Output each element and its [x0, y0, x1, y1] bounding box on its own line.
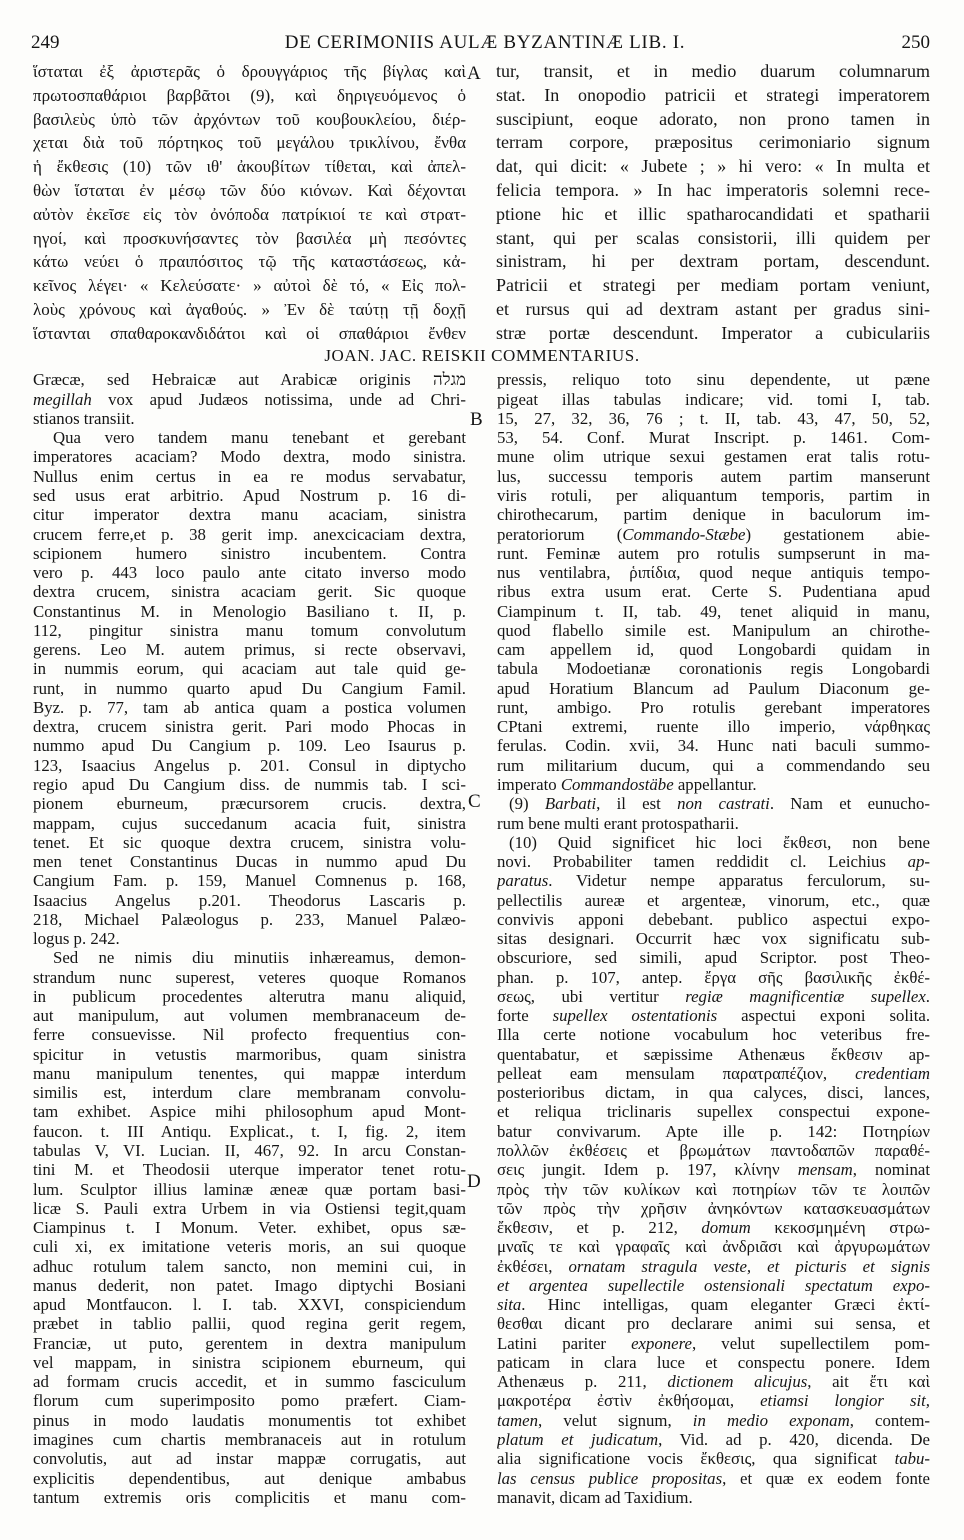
- italic-run: etiamsi longior sit,: [760, 1391, 930, 1411]
- text-line: [497, 1469, 930, 1488]
- text-line: strandum nunc superest, veteres quoque Romanos: [33, 967, 466, 987]
- text-line: πρὸς τὴν τῶν κυλίκων καὶ ποτηρίων τῶν τε λοιπῶν: [497, 1179, 930, 1199]
- text-line: Cangium Fam. p. 159, Manuel Comnenus p. 168,: [33, 871, 466, 891]
- text-line: ἵσταται ἐξ ἀριστερᾶς ὁ δρουγγάριος τῆς βίγλας καὶ: [33, 62, 466, 81]
- text-line: [497, 1006, 930, 1025]
- italic-run: domum: [701, 1218, 751, 1238]
- text-line: Illa certe notione vocabulum hoc veteribus fre-: [497, 1025, 930, 1045]
- page-number-right: 250: [901, 32, 930, 53]
- text-line: [497, 1411, 930, 1430]
- text-line: 123, Isaacius Angelus p. 201. Consul in diptycho: [33, 755, 466, 775]
- text-line: Ciampinus t. I Monum. Veter. exhibet, opus sæ-: [33, 1218, 466, 1238]
- text-line: logus p. 242.: [33, 929, 120, 949]
- text-line: in publicum procedentes alterutra manu aliquid,: [33, 986, 466, 1006]
- italic-run: tabu-: [894, 1449, 930, 1469]
- text-run: . Hinc intelligas, quam eleganter Græci ἐκτί-: [521, 1295, 930, 1315]
- text-line: cam appellem id, quod Longobardi quidam in: [497, 640, 930, 660]
- text-line: Patricii et strategi per mediam portam veniunt,: [496, 275, 930, 296]
- text-line: aut manipulum, aut volumen membranaceum de-: [33, 1006, 466, 1026]
- text-line: faucon. t. III Antiqu. Explicat., t. I, fig. 2, item: [33, 1121, 466, 1141]
- text-line: licæ S. Pauli extra Urbem in via Ostiensi tegit,quam: [33, 1198, 466, 1218]
- text-line: suscipiunt, eoque adorato, non prono tamen in: [496, 108, 930, 129]
- text-line: Sed ne nimis diu minutiis inhæreamus, demon-: [53, 948, 466, 968]
- text-line: apud Montfaucon. l. I. tab. XXVI, conspiciendum: [33, 1295, 466, 1315]
- text-line: Græcæ, sed Hebraicæ aut Arabicæ originis מגלה: [33, 370, 466, 390]
- italic-run: tamen: [497, 1410, 539, 1430]
- text-line: stant, qui per scalas consistorii, illi quidem per: [496, 227, 930, 248]
- text-line: apud Horatium Blancum ad Paulum Diaconum ge-: [497, 678, 930, 698]
- text-line: χεται διὰ τοῦ πόρτηκος τοῦ μεγάλου τρικλίνου, ἔνθα: [33, 133, 466, 153]
- commentary-right-column: [497, 370, 930, 1507]
- text-run: , nominat: [852, 1160, 930, 1180]
- text-run: σεως, ubi vertitur: [497, 986, 686, 1006]
- text-run: ἔκθεσιν, et p. 212,: [497, 1218, 702, 1238]
- text-line: Qua vero tandem manu tenebant et gerebant: [53, 428, 466, 448]
- text-run: vox apud Judæos notissima, unde ad Chri-: [91, 389, 466, 409]
- text-run: imperato: [497, 774, 561, 794]
- text-line: ferulas. Codin. xvii, 34. Hunc nati baculi summo-: [497, 736, 930, 756]
- text-line: ad formam crucis accedit, et in summo fasciculum: [33, 1372, 466, 1392]
- italic-run: Commandostäbe: [560, 774, 674, 794]
- text-line: [497, 852, 930, 871]
- text-run: σεις jungit. Idem p. 197, κλίνην: [497, 1160, 798, 1180]
- text-line: phan. p. 107, antep. ἔργα σῆς βασιλικῆς ἐκθέ-: [497, 967, 930, 987]
- text-line: lus, successu temporis autem partim manserunt: [497, 466, 930, 486]
- text-run: , velut signum,: [538, 1410, 693, 1430]
- text-line: [497, 1391, 930, 1410]
- commentary-left-column: [33, 370, 466, 1507]
- text-run: , contem-: [849, 1410, 930, 1430]
- italic-run: ap-: [907, 852, 930, 872]
- text-line: [497, 1334, 930, 1353]
- text-line: runt, ambigo. Pro rotulis gerebant imperatores: [497, 697, 930, 717]
- page-number-left: 249: [31, 32, 60, 53]
- italic-run: platum et judicatum: [497, 1430, 659, 1449]
- greek-text-column: [33, 60, 466, 346]
- text-line: explicitis dependentibus, aut denique ambabus: [33, 1468, 466, 1488]
- text-line: [497, 1430, 930, 1449]
- text-line: Franciæ, ut puto, gerentem in dextra manipulum: [33, 1333, 466, 1353]
- text-line: 112, pingitur sinistra manu tomum convolutum: [33, 620, 466, 640]
- text-run: .: [925, 986, 930, 1006]
- text-line: tabula Modoetianæ coronationis regis Longobardi: [497, 659, 930, 679]
- text-line: κάτω νεύει ὁ πραιπόσιτος τῷ τῆς καταστάσεως, κἀ-: [33, 252, 466, 272]
- text-line: [497, 794, 930, 813]
- text-run: , velut supellectilem pom-: [691, 1333, 930, 1353]
- text-run: , ait ἔτι καὶ: [807, 1372, 930, 1392]
- text-line: ptione hic et illic spatharocandidati et spatharii: [496, 203, 930, 224]
- italic-run: in medio exponam: [692, 1410, 850, 1430]
- text-line: nummo apud Du Cangium p. 109. Leo Isaurus p.: [33, 736, 466, 756]
- text-line: dat, qui dicit: « Jubete ; » hi vero: « In multa et: [496, 156, 930, 177]
- text-line: [497, 1276, 930, 1295]
- text-line: [497, 1372, 930, 1391]
- text-line: et reliqua triclinaris supellex conspectui expone-: [497, 1102, 930, 1122]
- text-line: men tenet Constantinus Ducas in nummo apud Du: [33, 852, 466, 872]
- commentary-heading: JOAN. JAC. REISKII COMMENTARIUS.: [324, 346, 640, 365]
- text-line: posterioribus dictam, in qua calyces, disci, lances,: [497, 1083, 930, 1103]
- text-run: , Vid. ad p. 420, dicenda. De: [658, 1430, 930, 1449]
- italic-run: ornatam stragula veste, et picturis et signis: [568, 1256, 930, 1276]
- italic-run: megillah: [33, 389, 92, 409]
- text-line: 15, 27, 32, 36, 76 ; t. II, tab. 43, 47, 50, 52,: [497, 408, 930, 428]
- text-line: [497, 1160, 930, 1179]
- text-line: manu manipulum tenentes, qui mappæ interdum: [33, 1063, 466, 1083]
- italic-run: Commando-Stæbe: [622, 524, 746, 544]
- text-line: τῶν πρὸς τὴν χρῆσιν ἀνηκόντων κατασκευασμάτων: [497, 1198, 930, 1218]
- text-line: mappam, cujus succedanum acacia fuit, sinistra: [33, 813, 466, 833]
- text-run: . Nam et eunucho-: [769, 794, 930, 814]
- text-line: κεῖνος λέγει· « Κελεύσατε· » αὐτοὶ δὲ τό, « Εἰς πολ-: [33, 276, 466, 296]
- text-line: θεσθαι dicant pro declarare animi sui sensa, et: [497, 1314, 930, 1334]
- text-line: dextra, crucem sinistra gerit. Pari modo Phocas in: [33, 717, 466, 737]
- text-line: vel mappam, in sinistra scipionem eburneum, qui: [33, 1352, 466, 1372]
- text-line: [497, 1064, 930, 1083]
- text-line: sitas designari. Occurrit hæc vox significatu sub-: [497, 929, 930, 949]
- text-line: similis est, interdum clare membranam convolu-: [33, 1083, 466, 1103]
- text-line: [497, 1449, 930, 1468]
- text-line: tantum extremis oris complicitis et manu com-: [33, 1487, 466, 1507]
- italic-run: non castrati: [677, 794, 770, 814]
- text-run: Athenæus p. 211,: [497, 1372, 668, 1392]
- text-line: [497, 871, 930, 890]
- text-line: tini M. et Theodosii uterque imperator tenet rotu-: [33, 1160, 466, 1180]
- text-line: Isaacius Angelus p.201. Theodorus Lascaris p.: [33, 890, 466, 910]
- text-line: regio apud Du Cangium diss. de nummis tab. I sci-: [33, 774, 466, 794]
- text-line: Nullus enim certus in ea re modus servabatur,: [33, 466, 466, 486]
- text-line: CPtani extremi, ruente illo imperio, νάρθηκας: [497, 717, 930, 737]
- text-run: μακροτέρα ἐστὶν ἐκθήσομαι,: [497, 1391, 761, 1411]
- running-title: DE CERIMONIIS AULÆ BYZANTINÆ LIB. I.: [284, 32, 686, 53]
- italic-run: paratus: [497, 871, 549, 891]
- text-line: chirothecarum, partim denique in baculorum im-: [497, 505, 930, 525]
- text-line: sinistram, hi per dextram portam, descendunt.: [496, 251, 930, 272]
- text-line: terram corpore, præpositus cerimoniario signum: [496, 132, 930, 153]
- text-line: florum cum superimposito pomo præfert. Ciam-: [33, 1391, 466, 1411]
- italic-run: supellex ostentationis: [552, 1006, 718, 1026]
- text-line: imagines cum chartis membranaceis aut in rotulum: [33, 1430, 466, 1449]
- text-line: βασιλεὺς ὑπὸ τῶν ἀρχόντων τοῦ κουβουκλείου, διέρ-: [33, 109, 466, 129]
- italic-run: regiæ magnificentiæ supellex: [685, 986, 926, 1006]
- text-line: [33, 390, 466, 409]
- text-line: manus dederit, non patet. Imago diptychi Bosiani: [33, 1275, 466, 1295]
- text-line: stat. In onopodio patricii et strategi imperatorem: [496, 84, 930, 105]
- text-line: ἡ ἔκθεσις (10) τῶν ιθ' ἀκουβίτων τίθεται, καὶ ἀπελ-: [33, 157, 466, 177]
- text-line: Byz. p. 77, tam ab antica quam a postica volumen: [33, 697, 466, 717]
- text-line: runt. Feminæ autem pro rotulis sumpserunt in ma-: [497, 543, 930, 563]
- text-run: appellantur.: [673, 774, 757, 794]
- text-line: rum bene multi erant protospatharii.: [497, 813, 739, 833]
- text-line: Constantinus M. in Menologio Basiliano t. II, p.: [33, 601, 466, 621]
- text-line: culi xi, ex imitatione veteris moris, an sui quoque: [33, 1237, 466, 1257]
- margin-letter-a: A: [467, 63, 481, 84]
- text-line: [497, 1257, 930, 1276]
- text-line: 53, 54. Conf. Murat Inscript. p. 1461. Com-: [497, 428, 930, 448]
- text-line: imperatores acaciam? Modo dextra, modo sinistra.: [33, 447, 466, 467]
- text-line: quod flabello simile est. Manipulum an chirothe-: [497, 620, 930, 640]
- text-line: sed usus erat arbitrio. Apud Nostrum p. 16 di-: [33, 485, 466, 505]
- text-line: convolutis, aut ad instar mappæ corrugatis, aut: [33, 1449, 466, 1469]
- text-line: πρωτοσπαθάριοι βαρβᾶτοι (9), καὶ δηριγευόμενος ὁ: [33, 85, 466, 105]
- text-line: gerens. Leo M. autem primus, si recte observavi,: [33, 640, 466, 660]
- text-line: quentabatur, et sæpissime Athenæus ἔκθεσιν ap-: [497, 1044, 930, 1064]
- text-line: pressis, reliquo toto sinu dependente, ut pæne: [497, 370, 930, 390]
- text-line: convivis apponi debebant. publico aspectui expo-: [497, 909, 930, 929]
- text-line: μναῖς τε καὶ γραφαῖς καὶ ἀνδριᾶσι καὶ ἀργυρωμάτων: [497, 1237, 930, 1257]
- italic-run: dictionem alicujus: [667, 1372, 808, 1392]
- text-line: [497, 525, 930, 544]
- text-line: batur convivarum. Apte ille p. 142: Ποτηρίων: [497, 1121, 930, 1141]
- text-line: tam exhibet. Aspice mihi philosophum apud Mont-: [33, 1102, 466, 1122]
- text-line: runt, in nummo quarto apud Du Cangium Famil.: [33, 678, 466, 698]
- text-run: , et quæ ex eodem fonte: [722, 1468, 930, 1488]
- text-line: pionem eburneum, præcursorem crucis. dextra,: [33, 794, 466, 814]
- text-line: [497, 1218, 930, 1237]
- text-run: κεκοσμημένη στρω-: [750, 1218, 930, 1238]
- text-line: scipionem humero sinistro incubentem. Contra: [33, 543, 466, 563]
- text-line: ferre consuevisse. Nil profecto frequentius con-: [33, 1025, 466, 1045]
- text-line: pinus in modo laudatis monumentis tot exhibet: [33, 1410, 466, 1430]
- text-line: spicitur in vetustis marmoribus, quam sinistra: [33, 1044, 466, 1064]
- text-line: 218, Michael Palæologus p. 233, Manuel Palæo-: [33, 909, 466, 929]
- margin-letter-c: C: [468, 791, 481, 812]
- text-line: pellectilis aureæ et argenteæ, vinorum, etc., quæ: [497, 890, 930, 910]
- text-line: lum. Sculptor illius laminæ æneæ quæ portam basi-: [33, 1179, 466, 1199]
- text-run: forte: [497, 1006, 553, 1026]
- text-line: tenet. Et sic quoque dextra crucem, sinistra volu-: [33, 832, 466, 852]
- text-line: paticam in clara luce et conspectu ponere. Idem: [497, 1352, 930, 1372]
- text-run: . Videtur nempe apparatus ferculorum, su-: [548, 871, 930, 891]
- italic-run: et argentea supellectile ostensionali spectatum expo-: [497, 1275, 930, 1295]
- margin-letter-d: D: [467, 1171, 481, 1192]
- text-line: vero p. 443 loco paulo ante citato inverso modo: [33, 563, 466, 583]
- text-line: obscuriore, sed simili, apud Scriptor. post Theo-: [497, 948, 930, 968]
- text-line: dextra crucem, sinistra acaciam gerit. Sic quoque: [33, 582, 466, 602]
- text-line: tur, transit, et in medio duarum columnarum: [496, 61, 930, 81]
- italic-run: credentiam: [855, 1063, 930, 1083]
- text-line: Ciampinum t. II, tab. 49, tenet aliquid in manu,: [497, 601, 930, 621]
- latin-translation-column: [496, 60, 930, 346]
- text-line: θὼν ἵσταται ἐν μέσῳ τῶν δύο κιόνων. Καὶ δέχονται: [33, 180, 466, 200]
- text-line: crucem ferre,et p. 38 gerit imp. anexcicaciam dextra,: [33, 524, 466, 544]
- text-line: manavit, dicam ad Taxidium.: [497, 1487, 693, 1507]
- text-line: præbet in tablio pallii, quod regina gerit regem,: [33, 1314, 466, 1334]
- text-line: mune olim utrique sexui gestamen erat talis rotu-: [497, 447, 930, 467]
- text-line: [497, 1295, 930, 1314]
- text-line: αὐτὸν ἐκεῖσε εἰς τὸν ὀνόποδα πατρίκιοί τε καὶ στρατ-: [33, 204, 466, 224]
- text-run: , il est: [596, 794, 678, 814]
- text-line: adhuc rotulum talem sancto, non memini cui, in: [33, 1256, 466, 1276]
- text-run: alia significatione vocis ἔκθεσις, qua significat: [497, 1449, 895, 1469]
- text-line: pigeat illas tabulas indicare; vid. tomi I, tab.: [497, 389, 930, 409]
- text-line: in nummis eorum, qui acaciam aut tale quid ge-: [33, 659, 466, 679]
- text-line: ribus extra usum erat. Certe S. Pudentiana apud: [497, 582, 930, 602]
- text-line: [497, 987, 930, 1006]
- text-line: stræ portæ descendunt. Imperator a cubiculariis: [496, 322, 930, 343]
- text-run: ἐκθέσει,: [497, 1256, 569, 1276]
- text-run: aspectui exponi solita.: [717, 1006, 930, 1026]
- italic-run: mensam: [797, 1160, 853, 1180]
- text-line: nus ventilabra, ῥιπίδια, quod neque antiquis tempo-: [497, 563, 930, 583]
- text-line: et rursus qui ad dextram astant per gradus sini-: [496, 298, 930, 319]
- text-line: felicia tempora. » In hac imperatoris solemni rece-: [496, 179, 930, 200]
- text-line: λοὺς χρόνους καὶ ἀγαθούς. » Ἐν δὲ ταύτῃ τῇ δοχῇ: [33, 299, 466, 319]
- text-line: [497, 775, 930, 794]
- text-line: citur imperator dextra manu acaciam, sinistra: [33, 505, 466, 525]
- text-run: (9): [509, 794, 545, 814]
- text-run: pelleat eam mensulam παρατραπέζιον,: [497, 1063, 856, 1083]
- text-run: peratoriorum (: [497, 524, 623, 544]
- text-line: rum militarium ducum, qui a commendando seu: [497, 755, 930, 775]
- italic-run: las census publice propositas: [497, 1468, 723, 1488]
- text-line: viris rotuli, per aliquantum temporis, partim in: [497, 485, 930, 505]
- text-line: tabulas V, VI. Lucian. II, 467, 92. In arcu Constan-: [33, 1141, 466, 1161]
- italic-run: Barbati: [544, 794, 597, 814]
- margin-letter-b: B: [470, 409, 483, 430]
- text-line: stianos transiit.: [33, 408, 135, 428]
- text-line: ηγοί, καὶ προσκυνήσαντες τὸν βασιλέα μὴ πεσόντες: [33, 228, 466, 248]
- text-line: πολλῶν ἐκθέσεις et βρωμάτων παντοδαπῶν παραθέ-: [497, 1141, 930, 1161]
- text-line: (10) Quid significet hic loci ἔκθεσι, non bene: [509, 832, 930, 852]
- text-run: novi. Probabiliter tamen reddidit cl. Leichius: [497, 852, 908, 872]
- italic-run: exponere: [631, 1333, 692, 1353]
- italic-run: sita: [497, 1295, 522, 1315]
- text-run: Latini pariter: [497, 1333, 632, 1353]
- text-line: ἵστανται σπαθαροκανδιδάτοι καὶ οἱ σπαθάριοι ἔνθεν: [33, 323, 466, 343]
- text-run: ) gestationem abie-: [745, 524, 930, 544]
